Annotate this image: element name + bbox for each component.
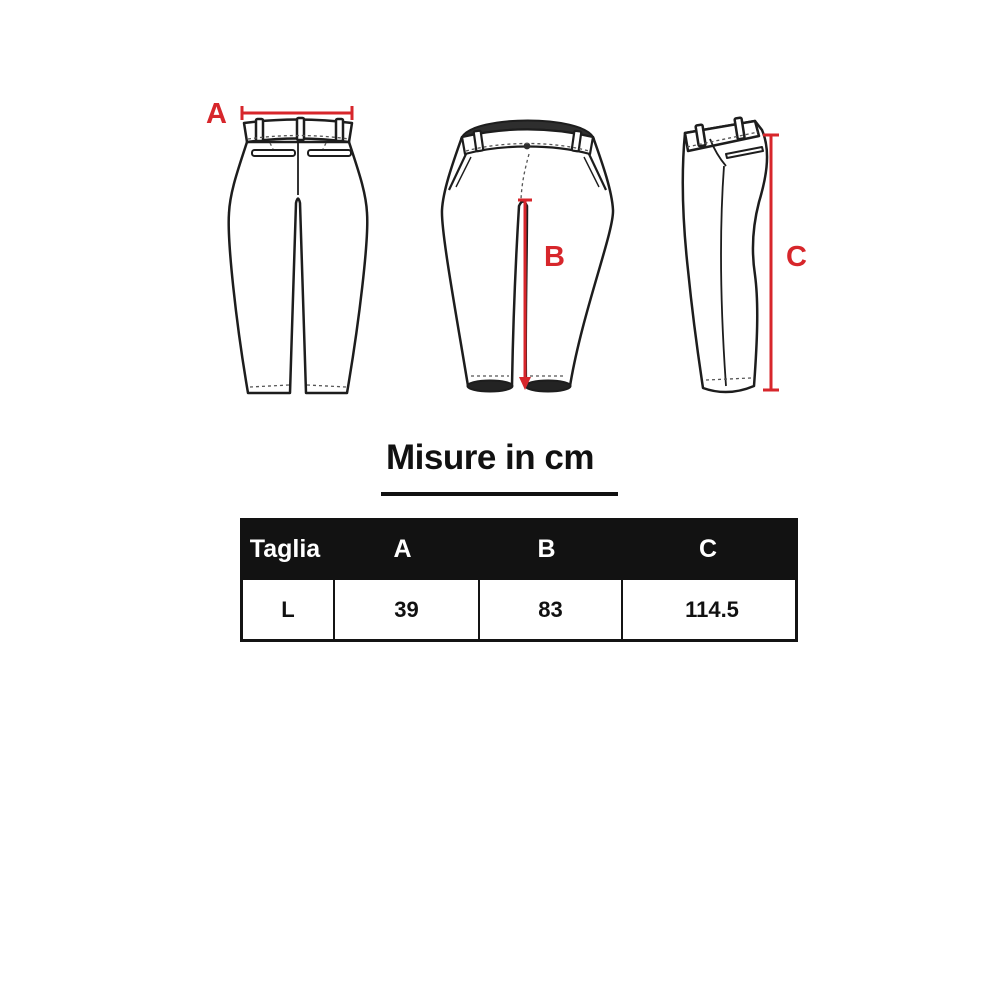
measure-label-c: C — [786, 241, 807, 273]
cell-measure-c: 114.5 — [621, 580, 801, 639]
title-underline — [381, 492, 618, 496]
column-header-b: B — [537, 534, 556, 563]
measure-label-a: A — [206, 98, 227, 130]
page-title: Misure in cm — [386, 438, 594, 477]
column-header-a: A — [393, 534, 412, 563]
column-header-taglia: Taglia — [249, 534, 321, 563]
column-header-c: C — [698, 534, 718, 563]
cell-measure-a: 39 — [333, 580, 478, 639]
cell-measure-b: 83 — [478, 580, 621, 639]
pants-front-view-drawing — [435, 105, 620, 405]
size-table — [240, 518, 798, 642]
size-table-header-row — [240, 518, 798, 580]
pants-back-view-drawing — [185, 95, 400, 405]
measure-label-b: B — [544, 241, 565, 273]
cell-size: L — [281, 596, 295, 622]
size-table-row — [240, 580, 798, 642]
